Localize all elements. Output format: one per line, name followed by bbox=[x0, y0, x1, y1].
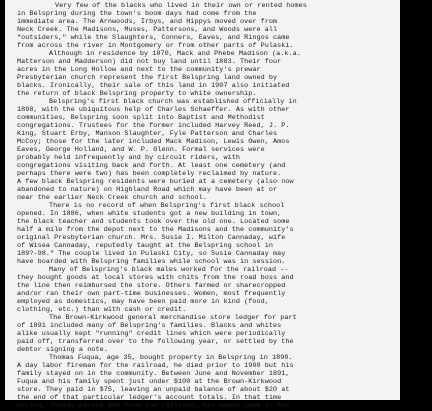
text-line: Very few of the blacks who lived in their own or rented homes bbox=[55, 2, 307, 10]
text-line: "outsiders," while the Slaughters, Conners, Eaves, and Ringos came bbox=[17, 34, 290, 42]
text-line: the black teacher and students took over the old one. Located some bbox=[17, 218, 290, 226]
text-line: Belspring's first black church was established officially in bbox=[49, 98, 297, 106]
text-line: blacks. Ironically, their sale of this land in 1907 also initiated bbox=[17, 82, 290, 90]
text-line: congregations. Trustees for the former included Harvey Reed, J. P. bbox=[17, 122, 290, 130]
text-line: Although in residence by 1870, Mack and Phebe Madison (a.k.a. bbox=[49, 50, 301, 58]
text-line: A few black Belspring residents were buried at a cemetery (also now bbox=[17, 178, 294, 186]
text-line: original Presbyterian church. Mrs. Susie I. Milton Cannaday, wife bbox=[17, 234, 286, 242]
document-page bbox=[5, 0, 400, 410]
text-line: The Brown-Kirkwood general merchandise store ledger for part bbox=[49, 314, 297, 322]
text-line: store. They paid in $75, leaving an unpaid balance of about $20 at bbox=[17, 386, 290, 394]
text-line: near the earlier Neck Creek church and school. bbox=[17, 194, 207, 202]
text-line: family stayed on in the community. Between June and November 1891, bbox=[17, 370, 290, 378]
text-line: paid off, transferred over to the following year, or settled by the bbox=[17, 338, 294, 346]
text-line: in Belspring during the town's boom days had come from the bbox=[17, 10, 257, 18]
text-line: communities, Belspring soon split into Baptist and Methodist bbox=[17, 114, 265, 122]
text-line: acres in the Long Hollow and next to the community's prewar bbox=[17, 66, 261, 74]
text-line: Neck Creek. The Madisons, Muses, Pattersons, and Woods were all bbox=[17, 26, 278, 34]
text-line: have boarded with Belspring families while school was in session. bbox=[17, 258, 286, 266]
text-line: the end of that particular ledger's account totals. In that time bbox=[17, 394, 282, 402]
text-line: alike usually kept "running" credit lines which were periodically bbox=[17, 330, 286, 338]
text-line: the return of black Belspring property to white ownership. bbox=[17, 90, 257, 98]
text-line: Presbyterian church represent the first Belspring land owned by bbox=[17, 74, 278, 82]
text-line: Many of Belspring's black males worked for the railroad -- bbox=[49, 266, 289, 274]
text-line: they bought goods at local stores with chits from the road boss and bbox=[17, 274, 294, 282]
text-line: of Wisea Cannaday, reputedly taught at the Belspring school in bbox=[17, 242, 273, 250]
text-line: Thomas Fuqua, age 35, bought property in Belspring in 1890. bbox=[49, 354, 293, 362]
text-line: period, Thomas earned $80 from the railroad. His wages came in the bbox=[17, 402, 290, 410]
text-line: perhaps there were two) has been completely reclaimed by nature. bbox=[17, 170, 282, 178]
text-line: Eaves, George Holland, and W. P. Glenn. Formal services were bbox=[17, 146, 265, 154]
text-line: King, Stuart Erby, Manson Slaughter, Fyle Patterson and Charles bbox=[17, 130, 278, 138]
text-line: abandoned to nature) on Highland Road which may have been at or bbox=[17, 186, 278, 194]
text-line: employed as domestics, may have been paid more in kind (food, bbox=[17, 298, 269, 306]
text-line: There is no record of when Belspring's first black school bbox=[49, 202, 285, 210]
text-line: the line then reimbursed the store. Others farmed or sharecropped bbox=[17, 282, 286, 290]
text-line: 1898, with the ubiquitous help of Charles Schaeffer. As with other bbox=[17, 106, 290, 114]
text-line: immediate area. The Arnwoods, Irbys, and Hippys moved over from bbox=[17, 18, 278, 26]
text-line: Matterson and Madderson) did not buy land until 1883. Their four bbox=[17, 58, 282, 66]
text-line: probably held infrequently and by circuit riders, with bbox=[17, 154, 240, 162]
text-line: A day labor fireman for the railroad, he died prior to 1900 but his bbox=[17, 362, 294, 370]
text-line: of 1891 included many of Belspring's families. Blacks and whites bbox=[17, 322, 282, 330]
text-line: opened. In 1886, when white students got a new building in town, bbox=[17, 210, 282, 218]
text-line: half a mile from the depot next to the Madisons and the community's bbox=[17, 226, 294, 234]
text-line: McCoy; those for the later included Mack Madison, Lewis Owen, Amos bbox=[17, 138, 290, 146]
text-line: from across the river in Montgomery or from other parts of Pulaski. bbox=[17, 42, 294, 50]
text-line: debtor signing a note. bbox=[17, 346, 108, 354]
text-line: clothing, etc.) than with cash or credit. bbox=[17, 306, 187, 314]
text-line: congregations visiting back and forth. At least one cemetery (and bbox=[17, 162, 286, 170]
text-line: and/or ran their own part-time businesses. Women, most frequently bbox=[17, 290, 286, 298]
text-line: 189?-98." The couple lived in Pulaski City, so Susie Cannaday may bbox=[17, 250, 286, 258]
text-line: Fuqua and his family spent just under $100 at the Brown-Kirkwood bbox=[17, 378, 282, 386]
